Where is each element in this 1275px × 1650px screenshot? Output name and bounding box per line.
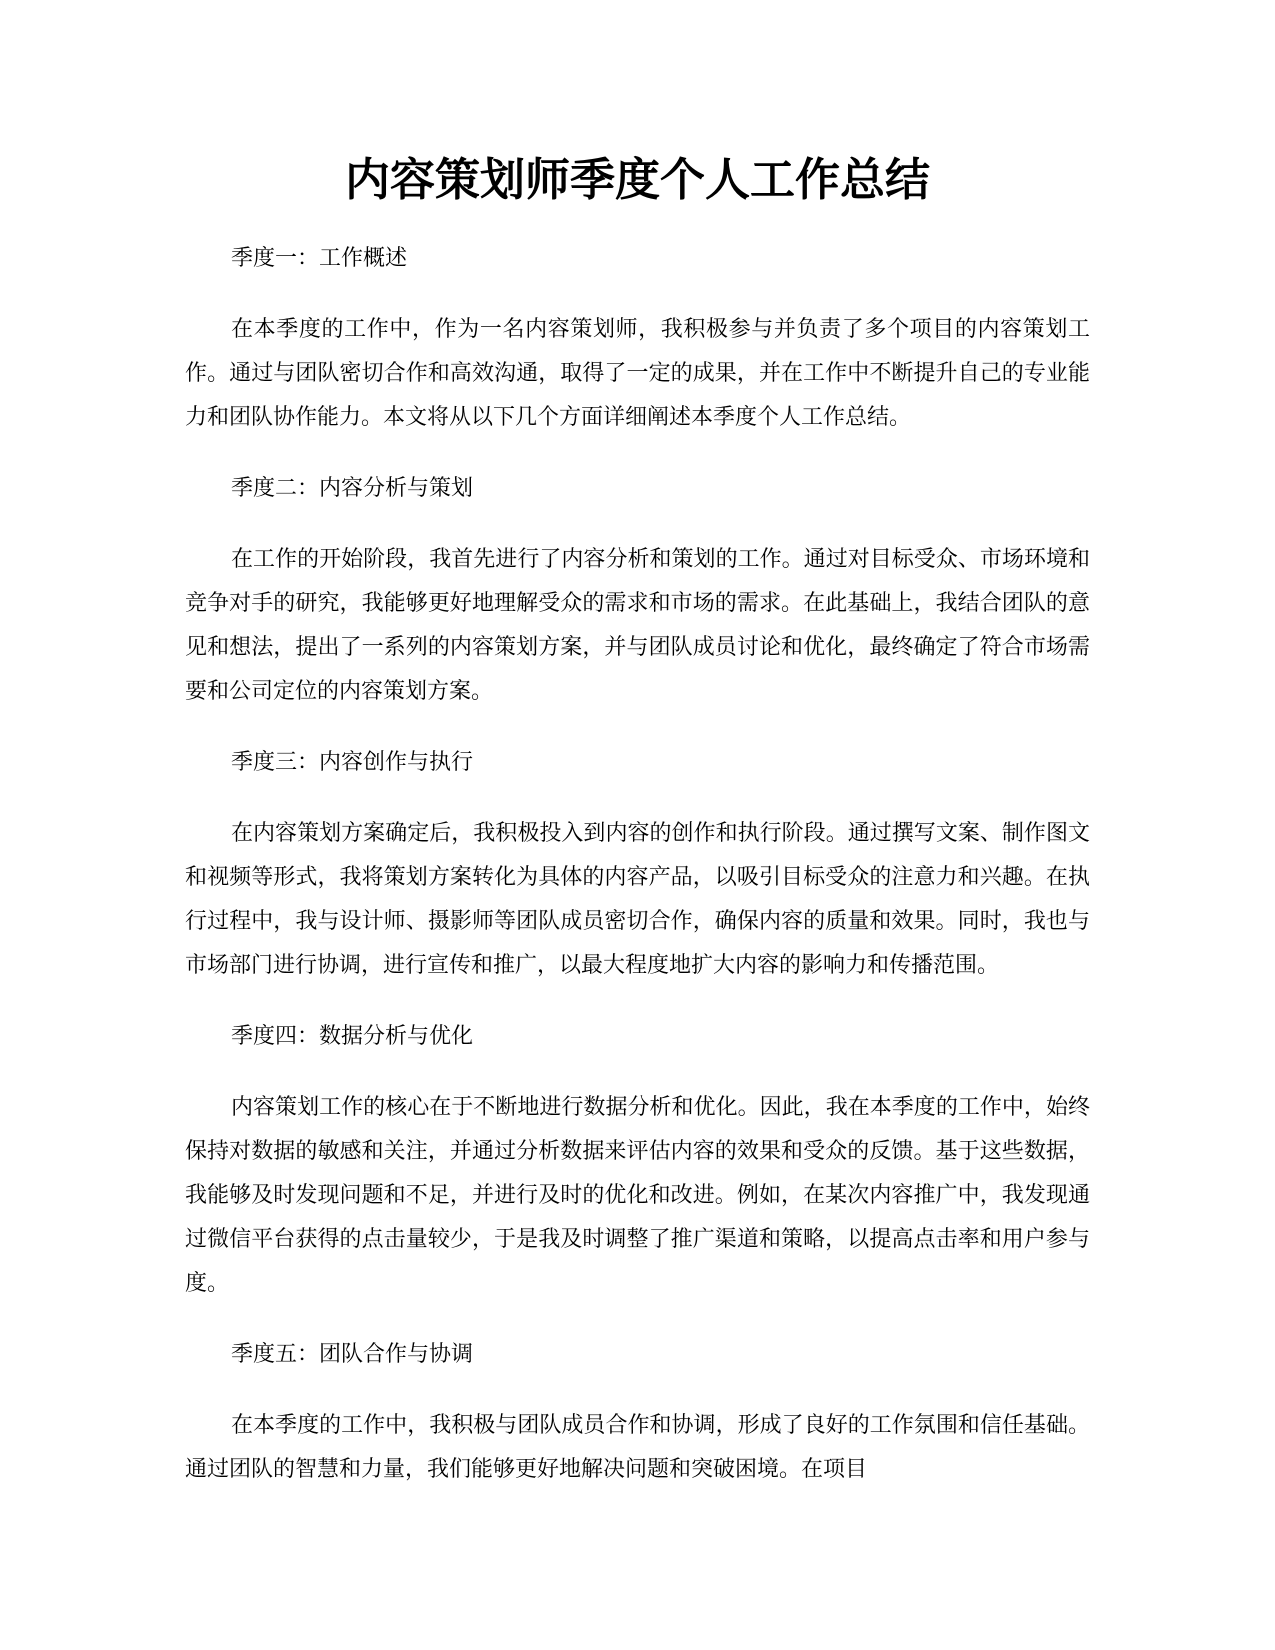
section-paragraph-5: 在本季度的工作中，我积极与团队成员合作和协调，形成了良好的工作氛围和信任基础。通过团队的智慧和力量，我们能够更好地解决问题和突破困境。在项目 xyxy=(185,1413,1090,1482)
section-heading-2: 季度二：内容分析与策划 xyxy=(231,476,474,501)
section-paragraph-3: 在内容策划方案确定后，我积极投入到内容的创作和执行阶段。通过撰写文案、制作图文和视频等形式，我将策划方案转化为具体的内容产品，以吸引目标受众的注意力和兴趣。在执行过程中，我与设计师、摄影师等团队成员密切合作，确保内容的质量和效果。同时，我也与市场部门进行协调，进行宣传和推广，以最大程度地扩大内容的影响力和传播范围。 xyxy=(185,821,1090,978)
section-heading-5: 季度五：团队合作与协调 xyxy=(231,1342,474,1367)
section-paragraph-1: 在本季度的工作中，作为一名内容策划师，我积极参与并负责了多个项目的内容策划工作。通过与团队密切合作和高效沟通，取得了一定的成果，并在工作中不断提升自己的专业能力和团队协作能力。本文将从以下几个方面详细阐述本季度个人工作总结。 xyxy=(185,317,1090,430)
section-heading-4: 季度四：数据分析与优化 xyxy=(231,1024,474,1049)
section-heading-1: 季度一：工作概述 xyxy=(231,246,408,271)
document-title: 内容策划师季度个人工作总结 xyxy=(344,153,930,206)
section-paragraph-4: 内容策划工作的核心在于不断地进行数据分析和优化。因此，我在本季度的工作中，始终保持对数据的敏感和关注，并通过分析数据来评估内容的效果和受众的反馈。基于这些数据，我能够及时发现问题和不足，并进行及时的优化和改进。例如，在某次内容推广中，我发现通过微信平台获得的点击量较少，于是我及时调整了推广渠道和策略，以提高点击率和用户参与度。 xyxy=(185,1095,1090,1296)
section-heading-3: 季度三：内容创作与执行 xyxy=(231,750,474,775)
document-body xyxy=(185,243,1090,1492)
section-paragraph-2: 在工作的开始阶段，我首先进行了内容分析和策划的工作。通过对目标受众、市场环境和竞争对手的研究，我能够更好地理解受众的需求和市场的需求。在此基础上，我结合团队的意见和想法，提出了一系列的内容策划方案，并与团队成员讨论和优化，最终确定了符合市场需要和公司定位的内容策划方案。 xyxy=(185,547,1090,704)
